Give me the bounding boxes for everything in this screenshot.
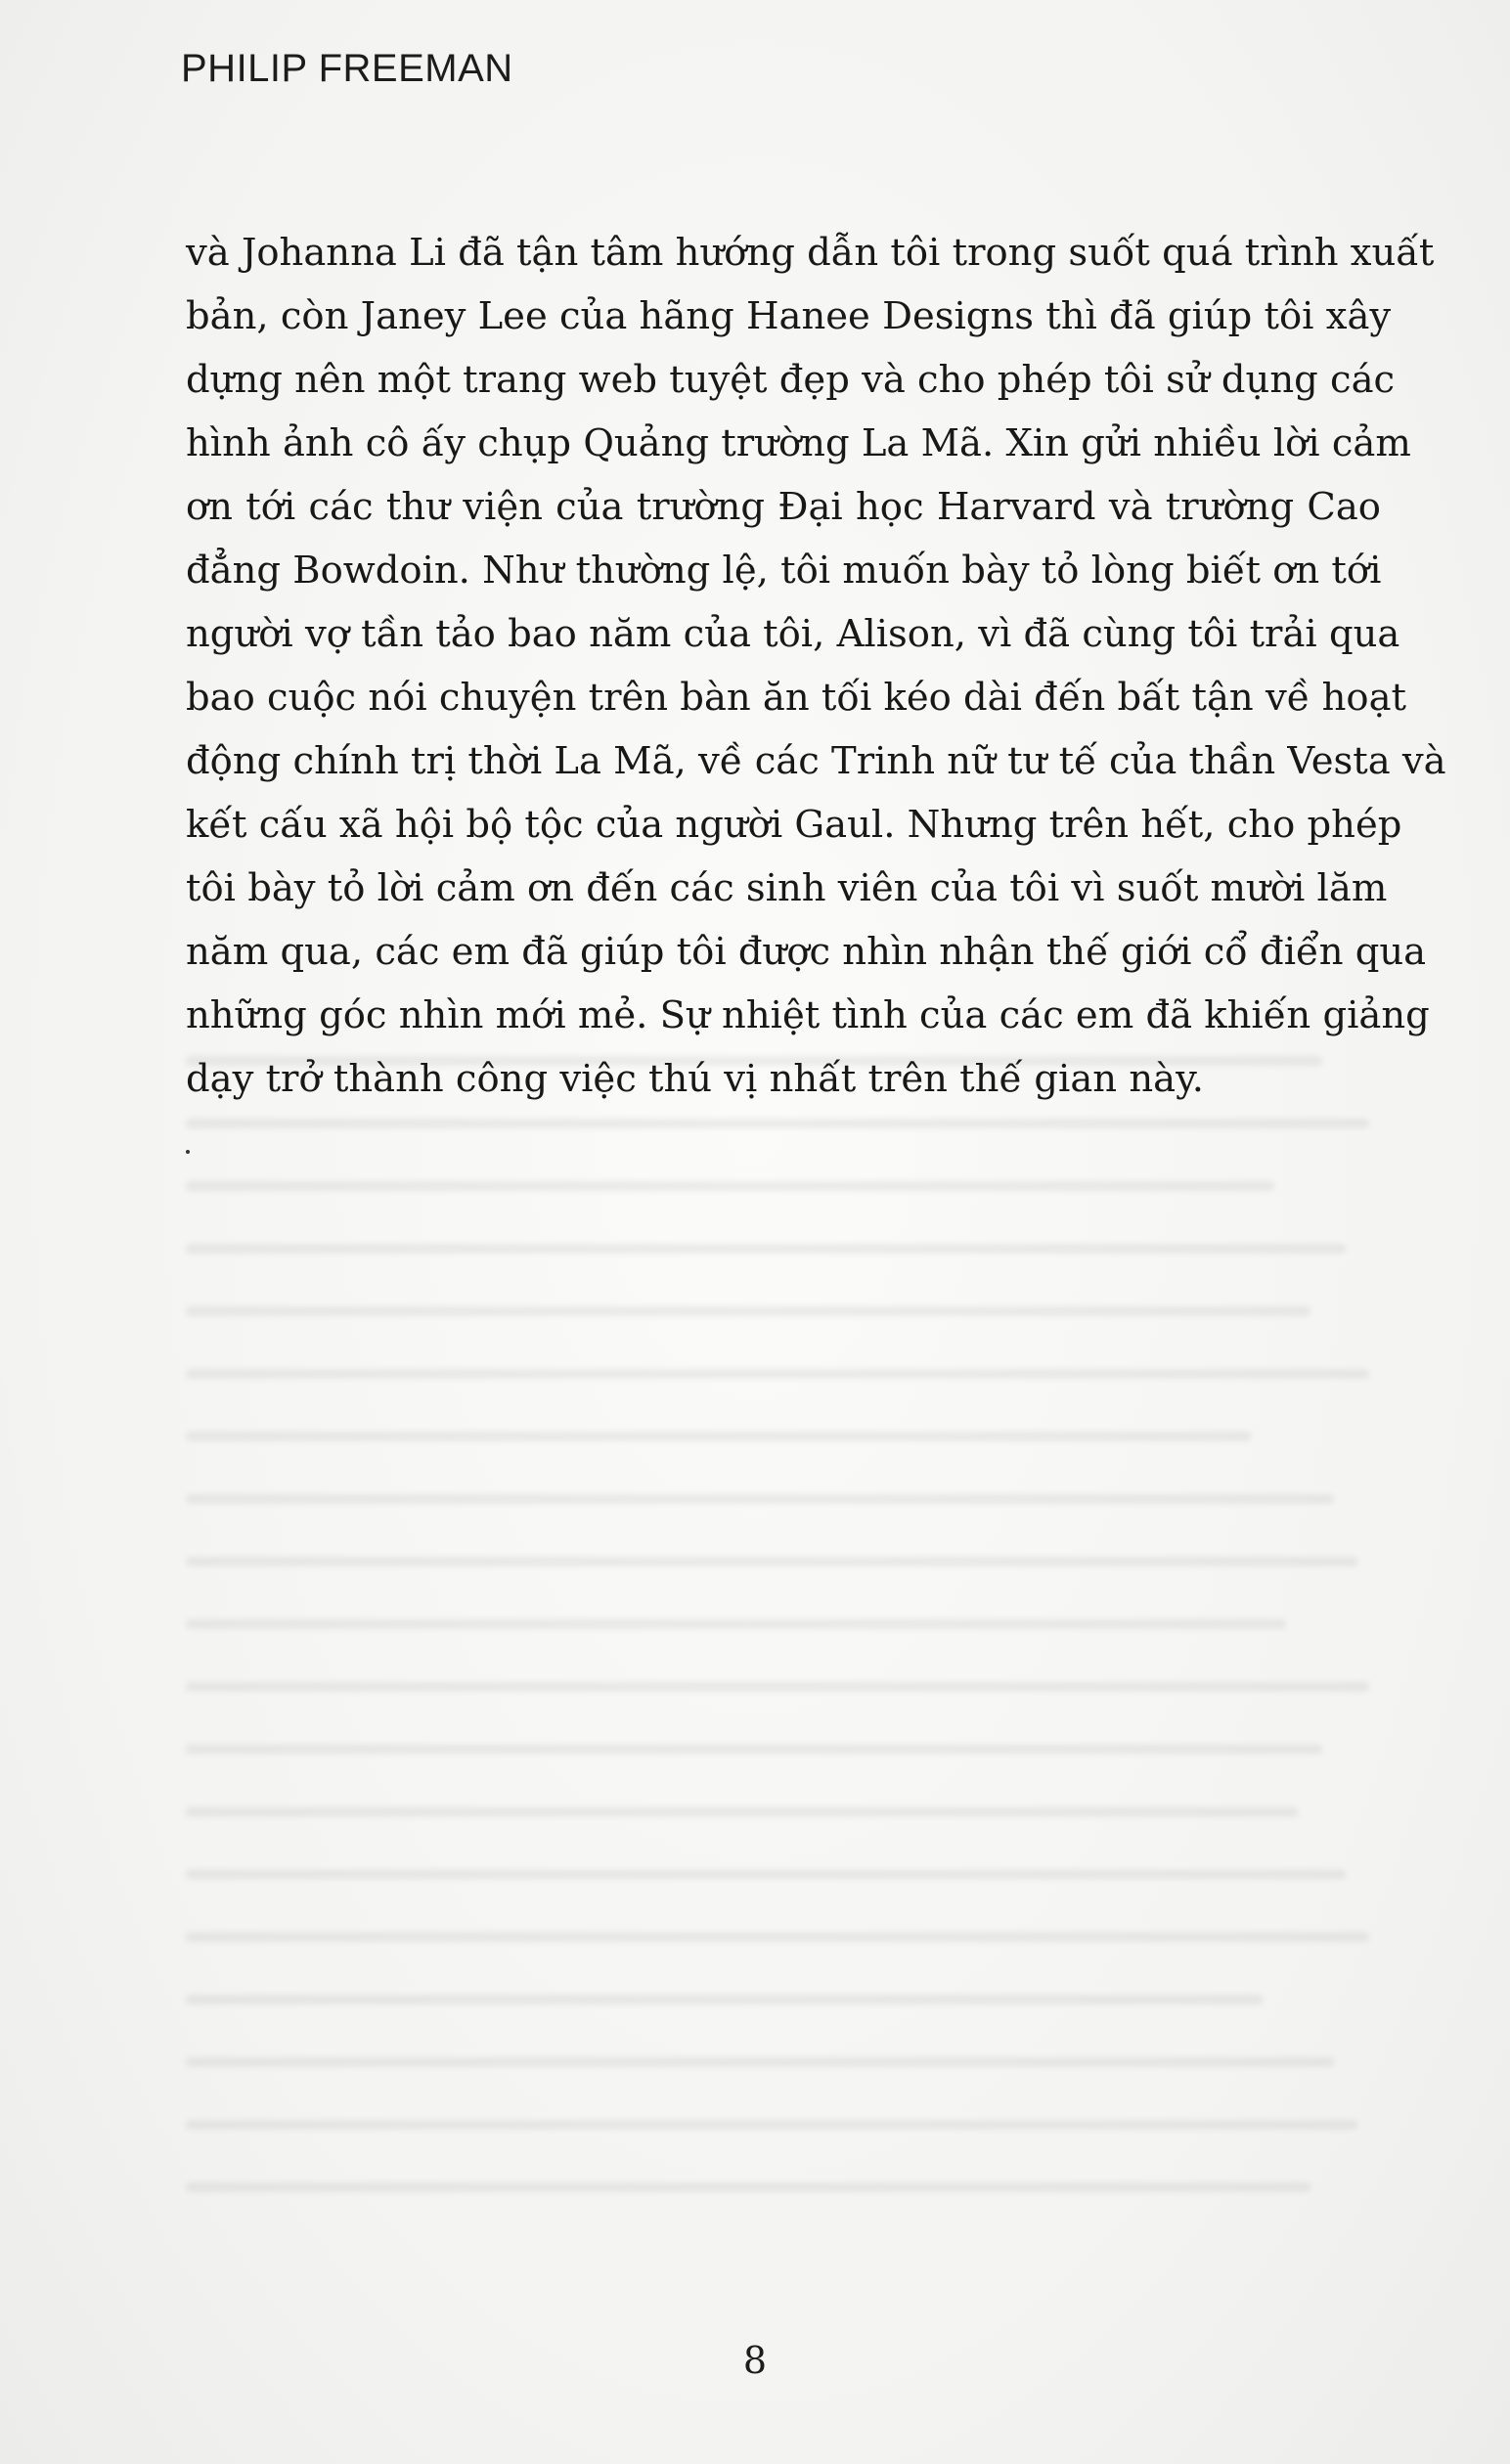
text-line: tôi bày tỏ lời cảm ơn đến các sinh viên của tôi vì suốt mười lăm <box>186 866 1388 910</box>
text-line-last: dạy trở thành công việc thú vị nhất trên thế gian này. <box>186 1057 1204 1101</box>
running-head: PHILIP FREEMAN <box>181 47 513 90</box>
page-number: 8 <box>742 2339 768 2382</box>
ink-speck <box>186 1150 190 1154</box>
text-line: động chính trị thời La Mã, về các Trinh nữ tư tế của thần Vesta và <box>186 739 1446 783</box>
text-line: những góc nhìn mới mẻ. Sự nhiệt tình của các em đã khiến giảng <box>186 993 1430 1037</box>
text-line: người vợ tần tảo bao năm của tôi, Alison, vì đã cùng tôi trải qua <box>186 612 1400 656</box>
text-line: đẳng Bowdoin. Như thường lệ, tôi muốn bày tỏ lòng biết ơn tới <box>186 549 1382 593</box>
text-line: kết cấu xã hội bộ tộc của người Gaul. Nhưng trên hết, cho phép <box>186 803 1402 847</box>
text-line: bao cuộc nói chuyện trên bàn ăn tối kéo dài đến bất tận về hoạt <box>186 676 1407 720</box>
text-line: bản, còn Janey Lee của hãng Hanee Designs thì đã giúp tôi xây <box>186 294 1392 338</box>
text-line: dựng nên một trang web tuyệt đẹp và cho phép tôi sử dụng các <box>186 358 1396 402</box>
text-line: ơn tới các thư viện của trường Đại học Harvard và trường Cao <box>186 485 1381 529</box>
body-paragraph <box>186 221 1446 1111</box>
text-line: hình ảnh cô ấy chụp Quảng trường La Mã. Xin gửi nhiều lời cảm <box>186 421 1411 465</box>
text-line: và Johanna Li đã tận tâm hướng dẫn tôi trong suốt quá trình xuất <box>186 231 1435 275</box>
text-line: năm qua, các em đã giúp tôi được nhìn nhận thế giới cổ điển qua <box>186 930 1427 974</box>
bleed-through-texture <box>186 1056 1369 2278</box>
